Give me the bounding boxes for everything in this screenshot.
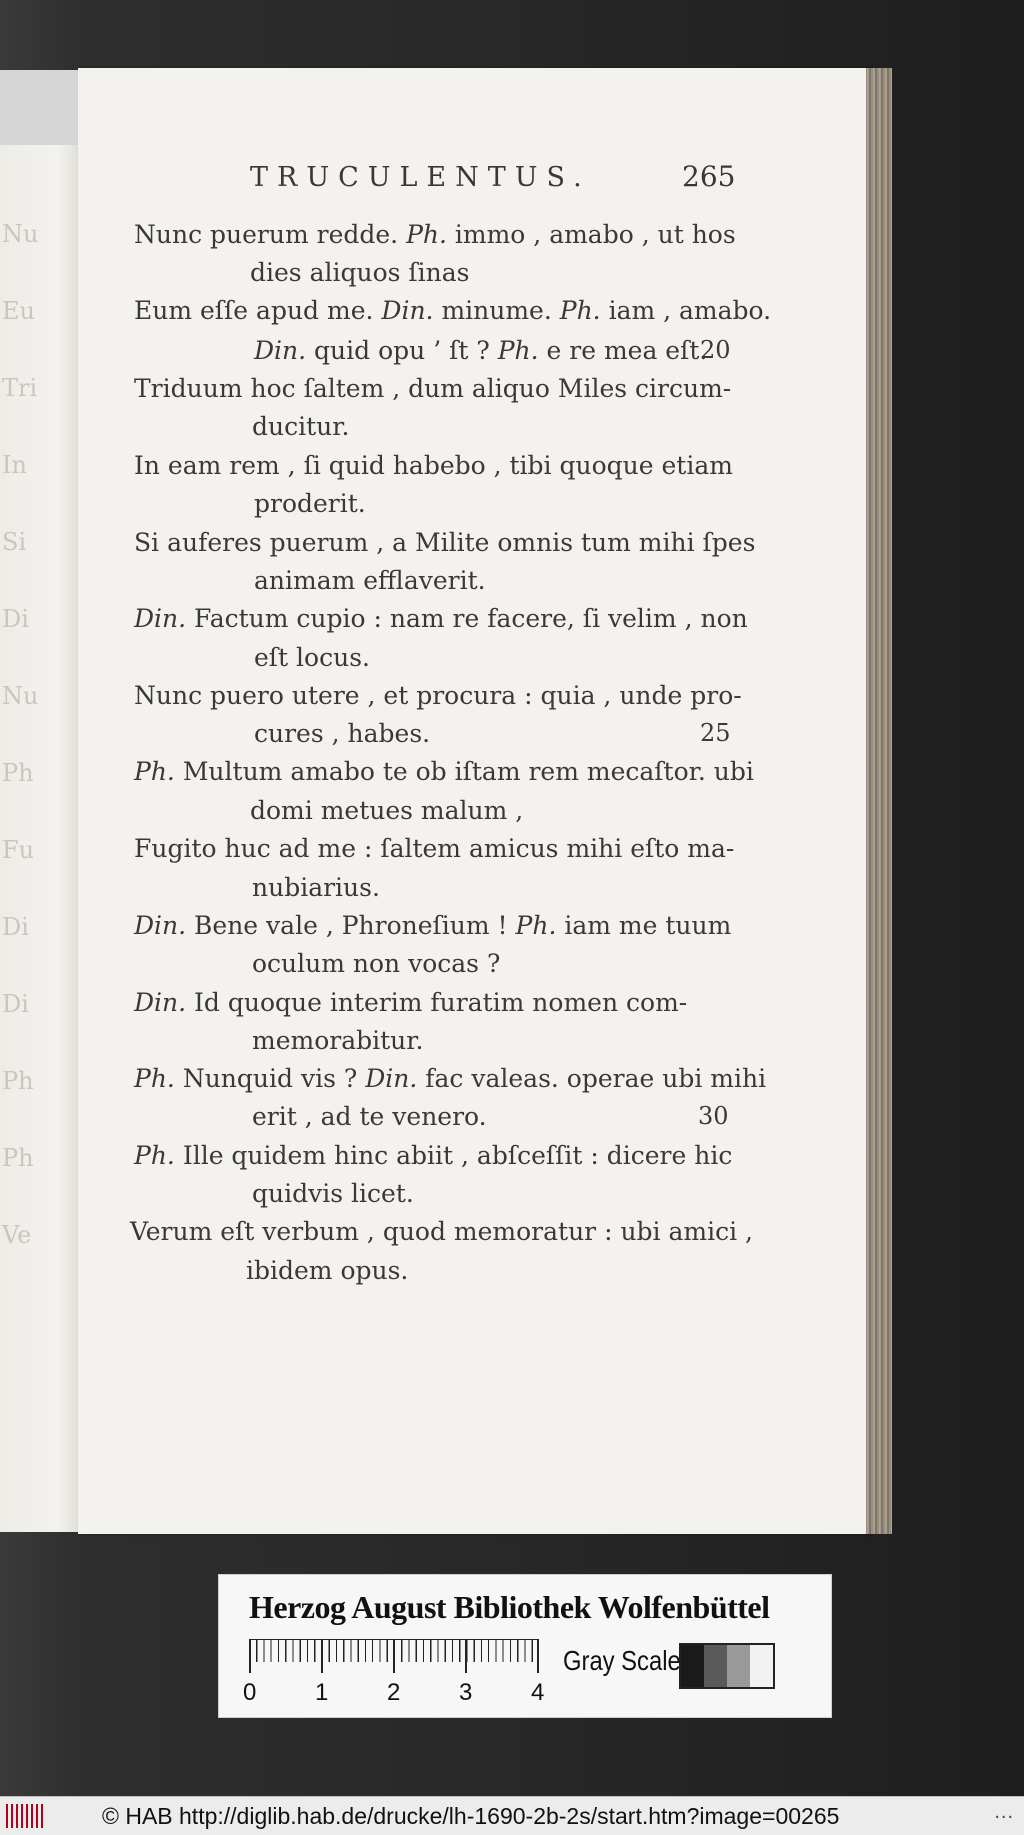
ruler-major-tick — [465, 1639, 467, 1673]
more-options-icon[interactable]: ... — [994, 1801, 1014, 1823]
running-head: TRUCULENTUS. — [250, 162, 591, 193]
text-run: immo , amabo , ut hos — [446, 220, 736, 249]
speaker-abbrev: Ph. — [559, 296, 601, 325]
text-run: erit , ad te venero. — [252, 1102, 487, 1131]
text-run: proderit. — [254, 489, 366, 518]
ruler-label: 1 — [315, 1679, 329, 1706]
show-through-text: Eu — [2, 297, 35, 325]
show-through-text: Di — [2, 605, 29, 633]
ruler-major-tick — [537, 1639, 539, 1673]
show-through-text: Di — [2, 990, 29, 1018]
text-line — [254, 566, 486, 595]
text-line — [252, 1026, 423, 1055]
show-through-text: Di — [2, 913, 29, 941]
speaker-abbrev: Ph. — [497, 336, 539, 365]
text-line — [134, 757, 754, 786]
text-run: memorabitur. — [252, 1026, 424, 1055]
text-run: Factum cupio : nam re facere, ſi velim , non — [186, 604, 748, 633]
show-through-text: Tri — [2, 374, 38, 402]
text-line — [252, 1179, 414, 1208]
text-run: ibidem opus. — [246, 1256, 409, 1285]
text-line — [250, 258, 469, 287]
show-through-text: Nu — [2, 220, 39, 248]
text-run: Nunc puero utere , et procura : quia , unde pro- — [134, 681, 742, 710]
line-number: 25 — [700, 719, 731, 747]
text-run: quidvis licet. — [252, 1179, 414, 1208]
speaker-abbrev: Ph. — [134, 1141, 175, 1170]
text-run: Multum amabo te ob iſtam rem mecaſtor. ubi — [174, 757, 754, 786]
text-run: Triduum hoc ſaltem , dum aliquo Miles circum- — [134, 374, 732, 403]
text-run: oculum non vocas ? — [252, 949, 501, 978]
text-line — [134, 834, 734, 863]
line-number: 30 — [698, 1102, 729, 1130]
text-run: Eum eſſe apud me. — [134, 296, 382, 325]
text-line — [134, 1141, 732, 1170]
line-number: 20 — [700, 336, 731, 364]
text-run: quid opu ’ ſt ? — [306, 336, 498, 365]
text-line — [130, 1217, 753, 1246]
text-line — [134, 220, 736, 249]
text-run: e re mea eſt. — [538, 336, 708, 365]
speaker-abbrev: Ph. — [406, 220, 447, 249]
ruler-major-tick — [249, 1639, 251, 1673]
text-line — [134, 988, 687, 1017]
text-run: Bene vale , Phroneſium ! — [186, 911, 516, 940]
speaker-abbrev: Din. — [134, 604, 187, 633]
text-run: Id quoque interim furatim nomen com- — [186, 988, 688, 1017]
text-line — [134, 451, 733, 480]
text-line — [252, 949, 500, 978]
ruler-label: 2 — [387, 1679, 401, 1706]
ruler-major-tick — [393, 1639, 395, 1673]
text-run: Verum eſt verbum , quod memoratur : ubi amici , — [130, 1217, 753, 1246]
text-run: Si auferes puerum , a Milite omnis tum mihi ſpes — [134, 528, 756, 557]
show-through-text: Ph — [2, 759, 34, 787]
show-through-text: Fu — [2, 836, 35, 864]
speaker-abbrev: Ph. — [134, 757, 175, 786]
gray-swatch — [681, 1645, 704, 1687]
ruler-label: 0 — [243, 1679, 257, 1706]
show-through-text: Ph — [2, 1067, 34, 1095]
text-line — [254, 336, 707, 365]
page-number: 265 — [682, 160, 736, 193]
text-run: iam , amabo. — [600, 296, 772, 325]
speaker-abbrev: Din. — [134, 911, 187, 940]
text-run: iam me tuum — [556, 911, 732, 940]
text-line — [250, 796, 523, 825]
speaker-abbrev: Din. — [134, 988, 187, 1017]
text-run: Nunc puerum redde. — [134, 220, 407, 249]
text-run: ducitur. — [252, 412, 350, 441]
speaker-abbrev: Ph. — [134, 1064, 175, 1093]
show-through-text: Si — [2, 528, 27, 556]
page-edge — [866, 68, 892, 1534]
text-line — [252, 873, 380, 902]
text-run: minume. — [433, 296, 560, 325]
gray-scale-label: Gray Scale — [563, 1645, 681, 1676]
ruler-major-tick — [321, 1639, 323, 1673]
hab-logo-icon — [6, 1804, 46, 1828]
text-line — [134, 604, 748, 633]
library-name: Herzog August Bibliothek Wolfenbüttel — [249, 1589, 770, 1625]
gray-swatch — [704, 1645, 727, 1687]
text-run: In eam rem , ſi quid habebo , tibi quoque etiam — [134, 451, 733, 480]
speaker-abbrev: Ph. — [515, 911, 557, 940]
text-run: eſt locus. — [254, 643, 370, 672]
text-run: domi metues malum , — [250, 796, 524, 825]
text-line — [254, 719, 430, 748]
text-line — [134, 681, 742, 710]
show-through-text: In — [2, 451, 27, 479]
show-through-text: Nu — [2, 682, 39, 710]
show-through-text: Ph — [2, 1144, 34, 1172]
text-run: cures , habes. — [254, 719, 431, 748]
show-through-text: Ve — [2, 1221, 32, 1249]
text-line — [134, 296, 771, 325]
text-line — [134, 528, 755, 557]
text-run: Nunquid vis ? — [174, 1064, 366, 1093]
ruler-label: 4 — [531, 1679, 545, 1706]
text-line — [134, 1064, 766, 1093]
text-run: Ille quidem hinc abiit , abſceſſit : dicere hic — [174, 1141, 733, 1170]
speaker-abbrev: Din. — [381, 296, 434, 325]
text-run: dies aliquos ſinas — [250, 258, 470, 287]
color-calibration-card — [218, 1574, 832, 1718]
text-line — [246, 1256, 408, 1285]
gray-swatch — [750, 1645, 773, 1687]
text-run: nubiarius. — [252, 873, 380, 902]
text-run: fac valeas. operae ubi mihi — [417, 1064, 767, 1093]
text-line — [254, 643, 370, 672]
text-line — [134, 374, 731, 403]
text-run: Fugito huc ad me : ſaltem amicus mihi eſto ma- — [134, 834, 735, 863]
speaker-abbrev: Din. — [254, 336, 307, 365]
text-line — [252, 1102, 487, 1131]
text-line — [254, 489, 366, 518]
text-line — [134, 911, 731, 940]
text-run: animam efflaverit. — [254, 566, 486, 595]
copyright-url[interactable]: © HAB http://diglib.hab.de/drucke/lh-1690-2b-2s/start.htm?image=00265 — [102, 1803, 840, 1829]
left-facing-page — [0, 70, 82, 1532]
gray-swatch — [727, 1645, 750, 1687]
ruler-label: 3 — [459, 1679, 473, 1706]
text-line — [252, 412, 349, 441]
speaker-abbrev: Din. — [365, 1064, 418, 1093]
left-page-strip — [0, 70, 80, 145]
viewer-footer — [0, 1796, 1024, 1835]
gray-scale-swatches — [679, 1643, 775, 1689]
